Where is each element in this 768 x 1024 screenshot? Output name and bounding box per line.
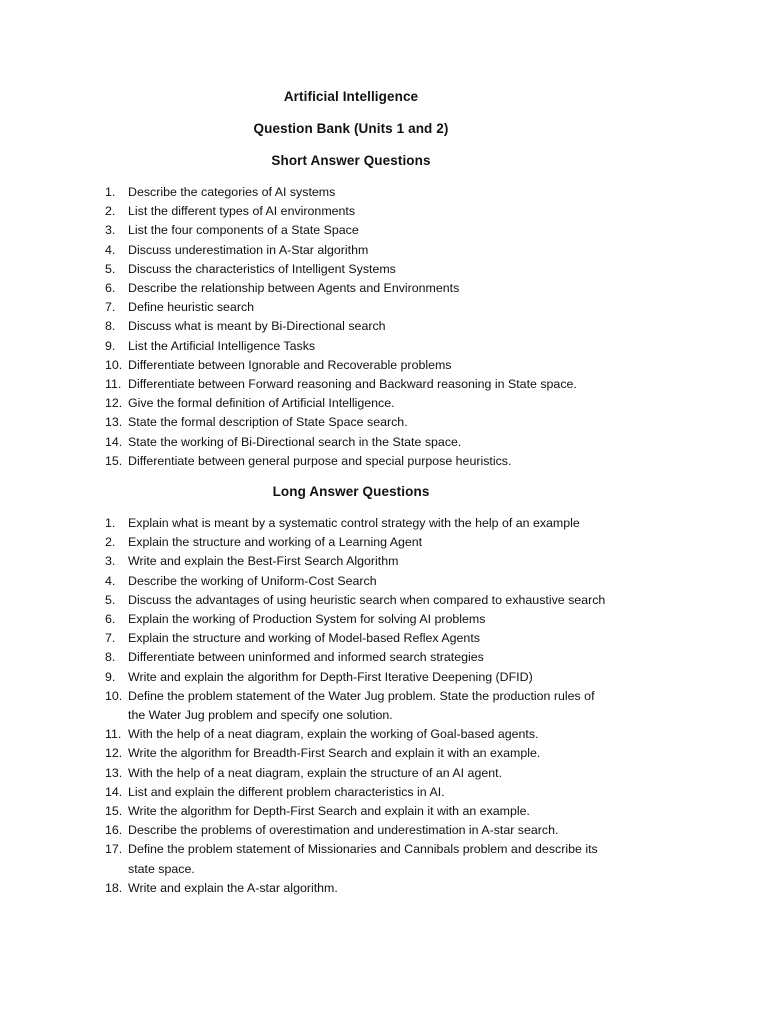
item-text: State the working of Bi-Directional search in the State space. xyxy=(128,434,462,449)
list-item xyxy=(0,572,608,591)
item-number: 6. xyxy=(105,281,116,296)
list-item xyxy=(0,337,608,356)
item-text: Differentiate between uninformed and informed search strategies xyxy=(128,650,484,665)
item-number: 4. xyxy=(105,573,116,588)
list-item xyxy=(0,840,608,878)
item-number: 5. xyxy=(105,261,116,276)
list-item xyxy=(0,821,608,840)
item-text: Write and explain the algorithm for Depth-First Iterative Deepening (DFID) xyxy=(128,669,533,684)
item-text: With the help of a neat diagram, explain the working of Goal-based agents. xyxy=(128,727,539,742)
item-text: Write and explain the Best-First Search Algorithm xyxy=(128,554,399,569)
list-item xyxy=(0,375,608,394)
list-item xyxy=(0,413,608,432)
item-number: 7. xyxy=(105,300,116,315)
item-text: Describe the relationship between Agents and Environments xyxy=(128,281,460,296)
short-answer-heading: Short Answer Questions xyxy=(271,153,431,168)
item-text: Describe the categories of AI systems xyxy=(128,185,336,199)
item-text: Discuss the characteristics of Intelligent Systems xyxy=(128,261,396,276)
list-item xyxy=(0,317,608,336)
list-item xyxy=(0,744,608,763)
item-text: Write the algorithm for Depth-First Search and explain it with an example. xyxy=(128,804,530,819)
list-item xyxy=(0,802,608,821)
list-item xyxy=(0,783,608,802)
list-item xyxy=(0,764,608,783)
item-number: 11. xyxy=(105,727,122,742)
list-item xyxy=(0,221,608,240)
item-text: Describe the working of Uniform-Cost Search xyxy=(128,573,377,588)
list-item xyxy=(0,879,608,898)
item-number: 8. xyxy=(105,650,116,665)
item-number: 3. xyxy=(105,223,116,238)
list-item xyxy=(0,298,608,317)
item-text: Define the problem statement of Missionaries and Cannibals problem and describe its state space. xyxy=(128,842,598,876)
item-text: Write the algorithm for Breadth-First Search and explain it with an example. xyxy=(128,746,541,761)
list-item xyxy=(0,183,608,202)
item-number: 15. xyxy=(105,804,123,819)
item-number: 2. xyxy=(105,535,116,550)
item-number: 1. xyxy=(105,516,116,530)
short-answer-list xyxy=(0,183,608,471)
item-number: 2. xyxy=(105,204,116,219)
item-text: Differentiate between Forward reasoning and Backward reasoning in State space. xyxy=(128,377,577,392)
item-text: Define heuristic search xyxy=(128,300,255,315)
item-text: Give the formal definition of Artificial Intelligence. xyxy=(128,396,395,411)
item-number: 5. xyxy=(105,592,116,607)
item-text: List the four components of a State Space xyxy=(128,223,359,238)
list-item xyxy=(0,552,608,571)
item-text: Explain the structure and working of Model-based Reflex Agents xyxy=(128,631,480,646)
document-title: Artificial Intelligence xyxy=(283,89,419,104)
item-text: Explain the structure and working of a Learning Agent xyxy=(128,535,423,550)
list-item xyxy=(0,668,608,687)
list-item xyxy=(0,241,608,260)
list-item xyxy=(0,433,608,452)
document-subtitle: Question Bank (Units 1 and 2) xyxy=(253,121,449,136)
item-number: 8. xyxy=(105,319,116,334)
item-text: Explain what is meant by a systematic control strategy with the help of an example xyxy=(128,516,580,530)
item-text: Explain the working of Production System for solving AI problems xyxy=(128,612,486,627)
long-answer-heading: Long Answer Questions xyxy=(272,484,430,499)
list-item xyxy=(0,687,608,725)
list-item xyxy=(0,648,608,667)
item-text: With the help of a neat diagram, explain the structure of an AI agent. xyxy=(128,765,503,780)
list-item xyxy=(0,514,608,533)
item-number: 4. xyxy=(105,242,116,257)
item-text: List and explain the different problem characteristics in AI. xyxy=(128,784,445,799)
list-item xyxy=(0,260,608,279)
list-item xyxy=(0,533,608,552)
list-item xyxy=(0,202,608,221)
item-text: Discuss the advantages of using heuristic search when compared to exhaustive search xyxy=(128,592,606,607)
list-item xyxy=(0,452,608,471)
item-number: 3. xyxy=(105,554,116,569)
list-item xyxy=(0,591,608,610)
item-text: Describe the problems of overestimation and underestimation in A-star search. xyxy=(128,823,559,838)
item-number: 17. xyxy=(105,842,123,857)
item-number: 1. xyxy=(105,185,116,199)
item-number: 12. xyxy=(105,746,123,761)
item-number: 15. xyxy=(105,453,123,468)
item-number: 13. xyxy=(105,415,123,430)
item-number: 14. xyxy=(105,434,123,449)
list-item xyxy=(0,356,608,375)
list-item xyxy=(0,610,608,629)
item-text: Define the problem statement of the Water Jug problem. State the production rules of the Water Jug problem and specify one solution. xyxy=(128,688,595,723)
item-number: 13. xyxy=(105,765,123,780)
item-number: 10. xyxy=(105,357,123,372)
item-text: Differentiate between general purpose and special purpose heuristics. xyxy=(128,453,512,468)
list-item xyxy=(0,725,608,744)
item-number: 6. xyxy=(105,612,116,627)
item-text: List the different types of AI environments xyxy=(128,204,356,219)
item-text: Discuss what is meant by Bi-Directional search xyxy=(128,319,386,334)
item-number: 9. xyxy=(105,338,116,353)
item-text: Discuss underestimation in A-Star algorithm xyxy=(128,242,369,257)
item-number: 16. xyxy=(105,823,123,838)
list-item xyxy=(0,629,608,648)
item-number: 10. xyxy=(105,688,123,703)
long-answer-list xyxy=(0,514,608,898)
item-text: Write and explain the A-star algorithm. xyxy=(128,880,338,895)
item-number: 12. xyxy=(105,396,123,411)
item-text: List the Artificial Intelligence Tasks xyxy=(128,338,316,353)
item-text: Differentiate between Ignorable and Recoverable problems xyxy=(128,357,452,372)
list-item xyxy=(0,279,608,298)
item-number: 14. xyxy=(105,784,123,799)
item-number: 9. xyxy=(105,669,116,684)
item-number: 11. xyxy=(105,377,122,392)
item-number: 7. xyxy=(105,631,116,646)
list-item xyxy=(0,394,608,413)
item-text: State the formal description of State Space search. xyxy=(128,415,408,430)
item-number: 18. xyxy=(105,880,123,895)
